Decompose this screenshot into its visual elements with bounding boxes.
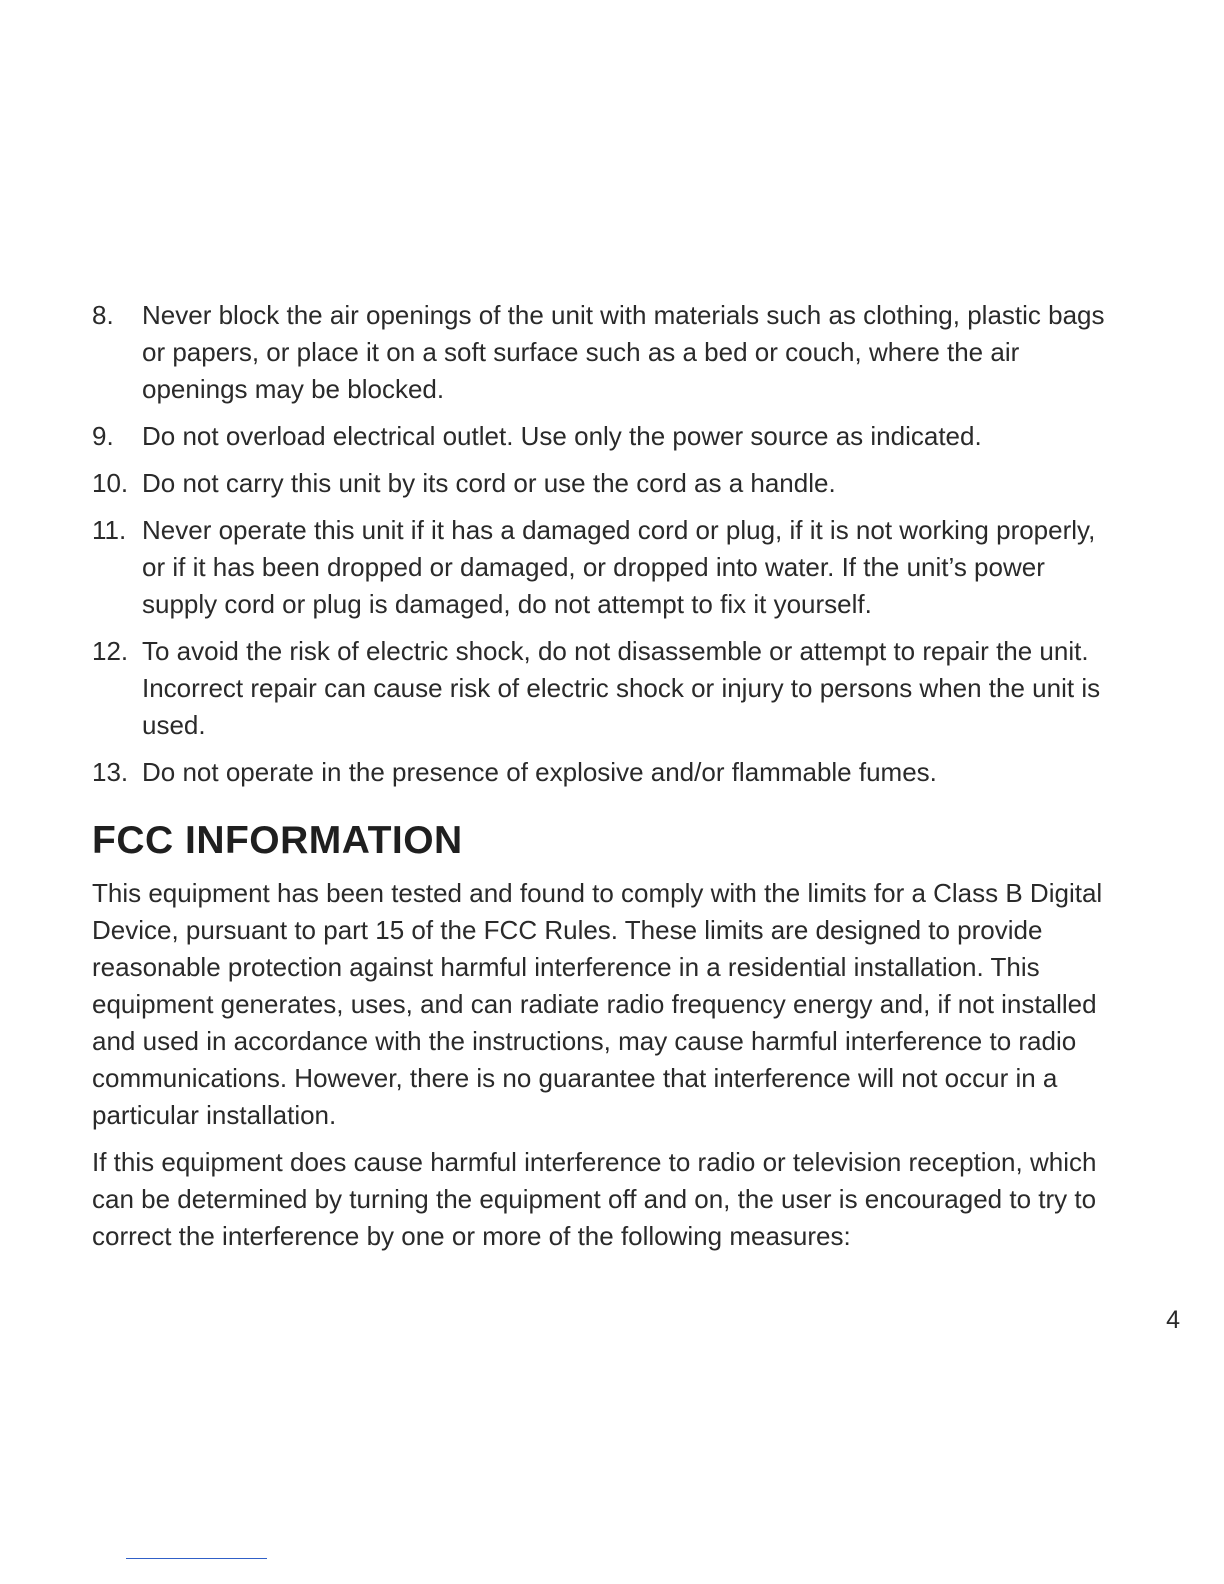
fcc-paragraph-measures: If this equipment does cause harmful interference to radio or television reception, which can be determined by turning the equipment off and on, the user is encouraged to try to correct the interference by one or more of the following measures: — [92, 1147, 1097, 1251]
list-item — [92, 754, 1112, 791]
item-number: 12. — [92, 636, 129, 666]
list-item — [92, 418, 1112, 455]
list-item — [92, 633, 1112, 744]
page-number: 4 — [1166, 1306, 1180, 1334]
item-number: 10. — [92, 468, 129, 498]
list-item — [92, 297, 1112, 408]
item-number: 11. — [92, 515, 127, 545]
item-text: Never operate this unit if it has a damaged cord or plug, if it is not working properly, or if it has been dropped or damaged, or dropped into water. If the unit’s power supply cord or plug is damaged, do not attempt to fix it yourself. — [142, 515, 1096, 619]
item-number: 13. — [92, 757, 129, 787]
item-text: Never block the air openings of the unit with materials such as clothing, plastic bags or papers, or place it on a soft surface such as a bed or couch, where the air openings may be blocked. — [142, 300, 1105, 404]
item-text: To avoid the risk of electric shock, do not disassemble or attempt to repair the unit. Incorrect repair can cause risk of electric shock or injury to persons when the unit is used. — [142, 636, 1101, 740]
section-heading: FCC INFORMATION — [92, 819, 463, 862]
fcc-information-section — [92, 815, 1132, 1265]
item-text: Do not carry this unit by its cord or use the cord as a handle. — [142, 468, 836, 498]
list-item — [92, 512, 1112, 623]
safety-instructions-list — [92, 297, 1112, 801]
item-text: Do not overload electrical outlet. Use only the power source as indicated. — [142, 421, 982, 451]
fcc-paragraph-compliance: This equipment has been tested and found to comply with the limits for a Class B Digital Device, pursuant to part 15 of the FCC Rules. These limits are designed to provide reasonable protection against harmful interference in a residential installation. This equipment generates, uses, and can radiate radio frequency energy and, if not installed and used in accordance with the instructions, may cause harmful interference to radio communications. However, there is no guarantee that interference will not occur in a particular installation. — [92, 878, 1103, 1130]
item-number: 8. — [92, 300, 114, 330]
list-item — [92, 465, 1112, 502]
item-text: Do not operate in the presence of explosive and/or flammable fumes. — [142, 757, 937, 787]
item-number: 9. — [92, 421, 114, 451]
footer-rule — [126, 1558, 267, 1559]
